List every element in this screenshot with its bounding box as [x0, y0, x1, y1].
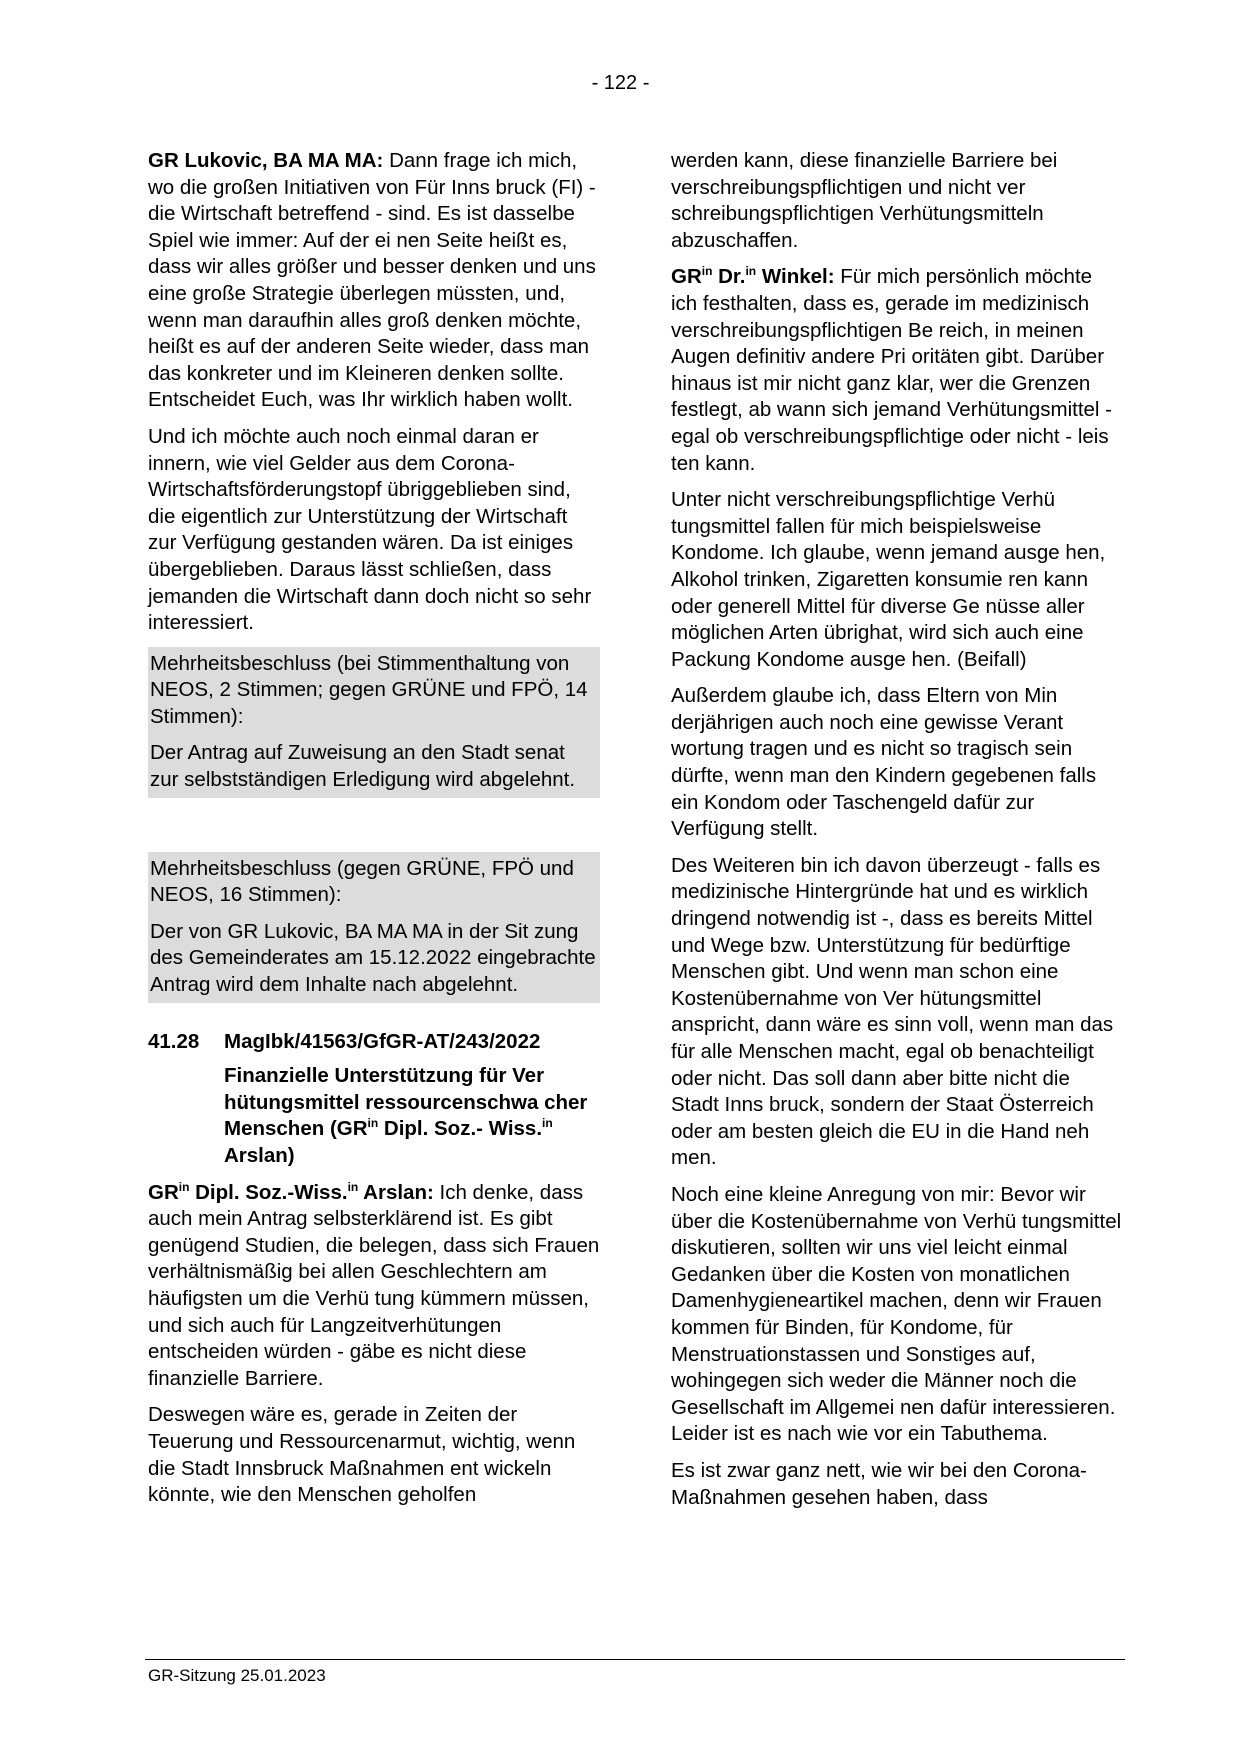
speech-winkel-5: Noch eine kleine Anregung von mir: Bevor wir über die Kostenübernahme von Verhü tungsmittel diskutieren, sollten wir uns viel leicht einmal Gedanken über die Kosten von monatlichen Damenhygieneartikel machen, denn wir Frauen kommen für Binden, für Kondome, für Menstruationstassen und Sonstiges auf, wohingegen sich weder die Männer noch die Gesellschaft im Allgemei nen dafür interessieren. Leider ist es nach wie vor ein Tabuthema.	[671, 1182, 1122, 1446]
decision-result: Der Antrag auf Zuweisung an den Stadt senat zur selbstständigen Erledigung wird abgelehnt.	[150, 741, 576, 792]
speech-arslan-1	[148, 1180, 600, 1393]
speech-text: Ich denke, dass auch mein Antrag selbsterklärend ist. Es gibt genügend Studien, die belegen, dass sich Frauen verhältnismäßig bei allen Geschlechtern am häufigsten um die Verhü tung kümmern müssen, und sich auch für Langzeitverhütungen entscheiden würden - gäbe es nicht diese finanzielle Barriere.	[148, 1180, 600, 1390]
left-column	[148, 148, 600, 1519]
page-number: - 122 -	[591, 72, 650, 94]
speech-winkel-4: Des Weiteren bin ich davon überzeugt - falls es medizinische Hintergründe hat und es wirklich dringend notwendig ist -, dass es bereits Mittel und Wege bzw. Unterstützung für bedürftige Menschen gibt. Und wenn man schon eine Kostenübernahme von Ver hütungsmittel anspricht, dann wäre es sinn voll, wenn man das für alle Menschen macht, egal ob benachteiligt oder nicht. Das soll dann aber bitte nicht die Stadt Inns bruck, sondern der Staat Österreich oder am besten gleich die EU in die Hand neh men.	[671, 853, 1114, 1170]
speech-arslan-3: werden kann, diese finanzielle Barriere bei verschreibungspflichtigen und nicht ver schreibungspflichtigen Verhütungsmitteln abzuschaffen.	[671, 149, 1058, 252]
agenda-item-reference: MagIbk/41563/GfGR-AT/243/2022	[224, 1029, 541, 1053]
speaker-name: GR Lukovic, BA MA MA:	[148, 149, 384, 172]
speech-winkel-6: Es ist zwar ganz nett, wie wir bei den Corona-Maßnahmen gesehen haben, dass	[671, 1458, 1087, 1509]
speech-text: Dann frage ich mich, wo die großen Initiativen von Für Inns bruck (FI) - die Wirtschaft betreffend - sind. Es ist dasselbe Spiel wie immer: Auf der ei nen Seite heißt es, dass wir alles größer und besser denken und uns eine große Strategie überlegen müssten, und, wenn man daraufhin alles groß denken möchte, heißt es auf der anderen Seite wieder, dass man das konkreter und im Kleineren denken sollte. Entscheidet Euch, was Ihr wirklich haben wollt.	[148, 149, 596, 412]
speech-text: Für mich persönlich möchte ich festhalten, dass es, gerade im medizinisch verschreibungspflichtigen Be reich, in meinen Augen definitiv andere Pri oritäten gibt. Darüber hinaus ist mir nicht ganz klar, wer die Grenzen festlegt, ab wann sich jemand Verhütungsmittel - egal ob verschreibungspflichtige oder nicht - leis ten kann.	[671, 265, 1112, 475]
agenda-item-heading	[148, 1029, 600, 1056]
right-column	[671, 148, 1123, 1521]
decision-vote: Mehrheitsbeschluss (bei Stimmenthaltung von NEOS, 2 Stimmen; gegen GRÜNE und FPÖ, 14 Stimmen):	[150, 651, 588, 728]
spacer	[148, 808, 600, 852]
decision-box-1	[148, 647, 600, 798]
decision-box-2	[148, 852, 600, 1003]
footer-session-date: GR-Sitzung 25.01.2023	[148, 1666, 326, 1685]
speaker-name: $GR^{in}$ Dipl. Soz.-Wiss.$^{in}$ Arslan:	[148, 1179, 434, 1204]
agenda-item-number: 41.28	[148, 1029, 200, 1053]
decision-vote: Mehrheitsbeschluss (gegen GRÜNE, FPÖ und NEOS, 16 Stimmen):	[150, 856, 574, 907]
speech-arslan-2: Deswegen wäre es, gerade in Zeiten der Teuerung und Ressourcenarmut, wichtig, wenn die Stadt Innsbruck Maßnahmen ent wickeln könnte, wie den Menschen geholfen	[148, 1403, 576, 1507]
agenda-item-title: Finanzielle Unterstützung für Ver hütungsmittel ressourcenschwa cher Menschen ($GR^{in}$ Dipl. Soz.- Wiss.$^{in}$ Arslan)	[224, 1064, 588, 1167]
speaker-name: $GR^{in}$ Dr.$^{in}$ Winkel:	[671, 264, 835, 289]
speech-lukovic-1	[148, 148, 600, 414]
speech-winkel-3: Außerdem glaube ich, dass Eltern von Min derjährigen auch noch eine gewisse Verant wortung tragen und es nicht so tragisch sein dürfte, wenn man den Kindern gegebenen falls ein Kondom oder Taschengeld dafür zur Verfügung stellt.	[671, 684, 1097, 841]
speech-lukovic-2: Und ich möchte auch noch einmal daran er innern, wie viel Gelder aus dem Corona- Wirtschaftsförderungstopf übriggeblieben sind, die eigentlich zur Unterstützung der Wirtschaft zur Verfügung gestanden wären. Da ist einiges übergeblieben. Daraus lässt schließen, dass jemanden die Wirtschaft dann doch nicht so sehr interessiert.	[148, 424, 592, 635]
footer-divider	[145, 1659, 1125, 1660]
speech-winkel-2: Unter nicht verschreibungspflichtige Verhü tungsmittel fallen für mich beispielsweise Kondome. Ich glaube, wenn jemand ausge hen, Alkohol trinken, Zigaretten konsumie ren kann oder generell Mittel für diverse Ge nüsse aller möglichen Arten übrighat, wird sich auch eine Packung Kondome ausge hen. (Beifall)	[671, 488, 1106, 671]
speech-winkel-1	[671, 264, 1123, 477]
decision-result: Der von GR Lukovic, BA MA MA in der Sit zung des Gemeinderates am 15.12.2022 eingebrachte Antrag wird dem Inhalte nach abgelehnt.	[150, 919, 596, 997]
